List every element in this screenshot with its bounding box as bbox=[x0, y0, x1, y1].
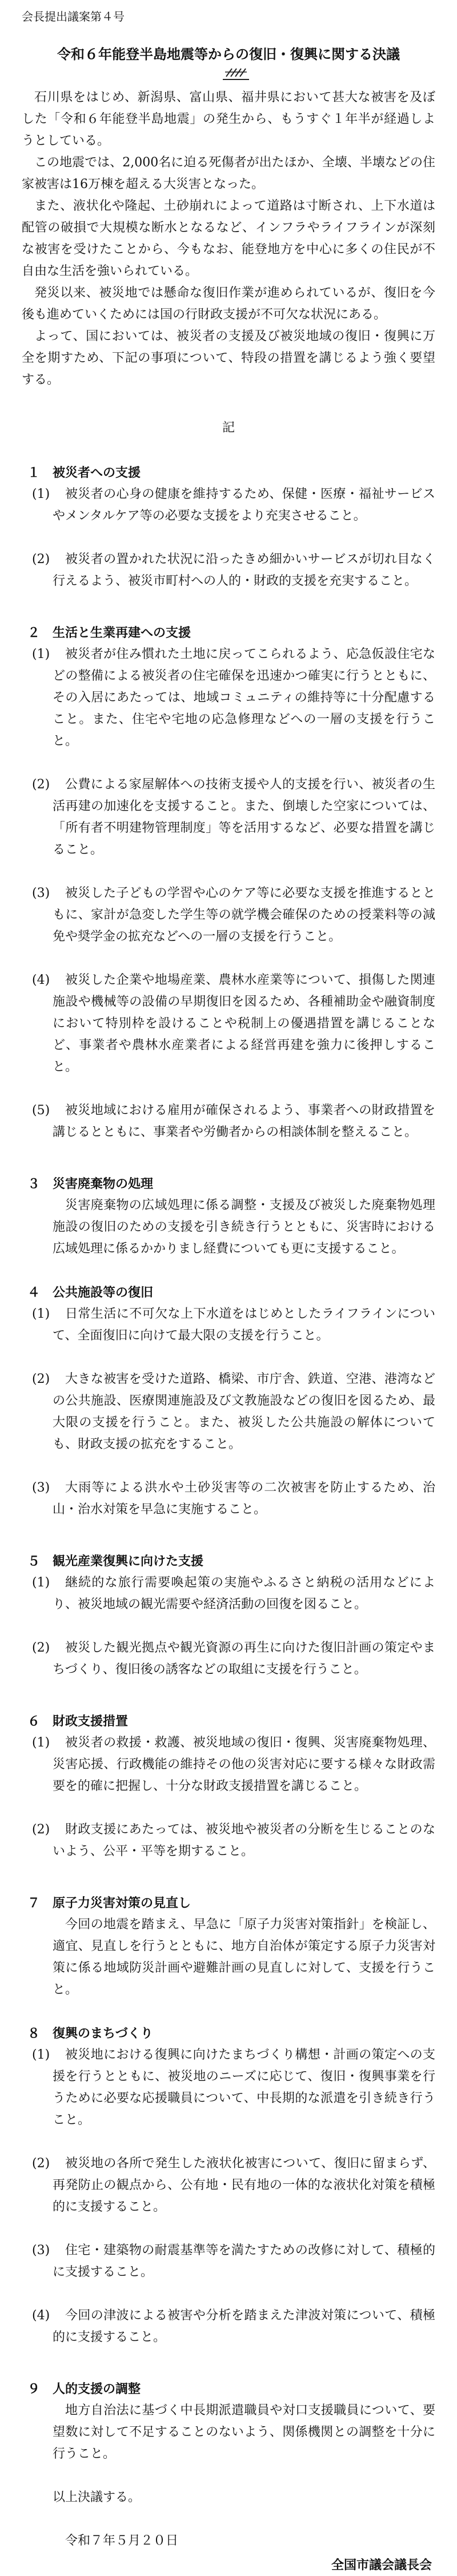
list-item: (1) 継続的な旅行需要喚起策の実施やふるさと納税の活用などにより、被災地域の観光需要や経済活動の回復を図ること。 bbox=[32, 1576, 435, 1612]
section-heading: ３ 災害廃棄物の処理 bbox=[27, 1177, 154, 1191]
intro-paragraph: 発災以来、被災地では懸命な復旧作業が進められているが、復旧を今後も進めていくためには国の行財政支援が不可欠な状況にある。 bbox=[22, 286, 435, 322]
closing-statement: 以上決議する。 bbox=[53, 2490, 141, 2505]
section-heading: ６ 財政支援措置 bbox=[27, 1714, 129, 1729]
list-item: (4) 被災した企業や地場産業、農林水産業等について、損傷した関連施設や機械等の設備の早期復旧を図るため、各種補助金や融資制度において特別枠を設けることや税制上の優遇措置を講じることなど、事業者や農林水産業者による経営再建を強力に後押しすること。 bbox=[32, 973, 435, 1074]
intro-paragraph: 石川県をはじめ、新潟県、富山県、福井県において甚大な被害を及ぼした「令和６年能登半島地震」の発生から、もうすぐ１年半が経過しようとしている。 bbox=[22, 90, 435, 148]
section-body: 地方自治法に基づく中長期派遣職員や対口支援職員について、要望数に対して不足することのないよう、関係機関との調整を十分に行うこと。 bbox=[53, 2403, 435, 2461]
section-heading: ９ 人的支援の調整 bbox=[27, 2382, 141, 2396]
stamp-mark bbox=[223, 66, 249, 80]
stamp-icon bbox=[223, 66, 249, 79]
list-item: (1) 被災者の心身の健康を維持するため、保健・医療・福祉サービスやメンタルケア等の必要な支援をより充実させること。 bbox=[32, 487, 435, 523]
list-item: (2) 公費による家屋解体への技術支援や人的支援を行い、被災者の生活再建の加速化を支援すること。また、倒壊した空家については、「所有者不明建物管理制度」等を活用するなど、必要な措置を講じること。 bbox=[32, 777, 435, 857]
section-heading: １ 被災者への支援 bbox=[27, 465, 141, 480]
intro-paragraph: よって、国においては、被災者の支援及び被災地域の復旧・復興に万全を期すため、下記の事項について、特段の措置を講じるよう強く要望する。 bbox=[22, 329, 435, 387]
list-item: (3) 大雨等による洪水や土砂災害等の二次被害を防止するため、治山・治水対策を早急に実施すること。 bbox=[32, 1481, 435, 1517]
list-item: (5) 被災地域における雇用が確保されるよう、事業者への財政措置を講じるとともに、事業者や労働者からの相談体制を整えること。 bbox=[32, 1103, 435, 1139]
intro-section bbox=[22, 87, 435, 391]
section-heading: ７ 原子力災害対策の見直し bbox=[27, 1896, 191, 1911]
list-item: (2) 被災者の置かれた状況に沿ったきめ細かいサービスが切れ目なく行えるよう、被災市町村への人的・財政的支援を充実すること。 bbox=[32, 552, 435, 588]
list-item: (1) 被災地における復興に向けたまちづくり構想・計画の策定への支援を行うとともに、被災地のニーズに応じて、復旧・復興事業を行うために必要な応援職員について、中長期的な派遣を引き続き行うこと。 bbox=[32, 2048, 435, 2127]
list-item: (4) 今回の津波による被害や分析を踏まえた津波対策について、積極的に支援すること。 bbox=[32, 2308, 435, 2344]
list-item: (1) 日常生活に不可欠な上下水道をはじめとしたライフラインについて、全面復旧に向けて最大限の支援を行うこと。 bbox=[32, 1307, 435, 1343]
intro-paragraph: また、液状化や隆起、土砂崩れによって道路は寸断され、上下水道は配管の破損で大規模な断水となるなど、インフラやライフラインが深刻な被害を受けたことから、今もなお、能登地方を中心に多くの住民が不自由な生活を強いられている。 bbox=[22, 199, 435, 278]
section-body: 災害廃棄物の広域処理に係る調整・支援及び被災した廃棄物処理施設の復旧のための支援を引き続き行うとともに、災害時における広域処理に係るかかりまし経費についても更に支援すること。 bbox=[53, 1198, 435, 1256]
resolution-date: 令和７年５月２０日 bbox=[65, 2534, 179, 2548]
section-heading: ２ 生活と生業再建への支援 bbox=[27, 625, 191, 640]
section-heading: ５ 観光産業復興に向けた支援 bbox=[27, 1554, 204, 1569]
section-heading: ４ 公共施設等の復旧 bbox=[27, 1285, 154, 1300]
list-item: (1) 被災者が住み慣れた土地に戻ってこられるよう、応急仮設住宅などの整備による被災者の住宅確保を迅速かつ確実に行うとともに、その入居にあたっては、地域コミュニティの維持等に十分配慮すること。また、住宅や宅地の応急修理などへの一層の支援を行うこと。 bbox=[32, 647, 435, 748]
section-body: 今回の地震を踏まえ、早急に「原子力災害対策指針」を検証し、適宜、見直しを行うとともに、地方自治体が策定する原子力災害対策に係る地域防災計画や避難計画の見直しに対して、支援を行うこと。 bbox=[53, 1917, 435, 1997]
list-item: (2) 被災地の各所で発生した液状化被害について、復旧に留まらず、再発防止の観点から、公有地・民有地の一体的な液状化対策を積極的に支援すること。 bbox=[32, 2156, 435, 2214]
list-item: (3) 被災した子どもの学習や心のケア等に必要な支援を推進するとともに、家計が急変した学生等の就学機会確保のための授業料等の減免や奨学金の拡充などへの一層の支援を行うこと。 bbox=[32, 886, 435, 944]
list-item: (2) 財政支援にあたっては、被災地や被災者の分断を生じることのないよう、公平・平等を期すること。 bbox=[32, 1823, 435, 1859]
organization-name: 全国市議会議長会 bbox=[331, 2558, 432, 2573]
list-item: (2) 被災した観光拠点や観光資源の再生に向けた復旧計画の策定やまちづくり、復旧後の誘客などの取組に支援を行うこと。 bbox=[32, 1641, 435, 1677]
list-item: (3) 住宅・建築物の耐震基準等を満たすための改修に対して、積極的に支援すること。 bbox=[32, 2243, 435, 2279]
list-item: (2) 大きな被害を受けた道路、橋梁、市庁舎、鉄道、空港、港湾などの公共施設、医療関連施設及び文教施設などの復旧を図るため、最大限の支援を行うこと。また、被災した公共施設の解体についても、財政支援の拡充をすること。 bbox=[32, 1372, 435, 1452]
ki-heading: 記 bbox=[222, 421, 235, 435]
list-item: (1) 被災者の救援・救護、被災地域の復旧・復興、災害廃棄物処理、災害応援、行政機能の維持その他の災害対応に要する様々な財政需要を的確に把握し、十分な財政支援措置を講じること。 bbox=[32, 1736, 435, 1793]
intro-paragraph: この地震では、2,000名に迫る死傷者が出たほか、全壊、半壊などの住家被害は16万棟を超える大災害となった。 bbox=[22, 155, 435, 192]
section-heading: ８ 復興のまちづくり bbox=[27, 2026, 153, 2041]
document-number: 会長提出議案第４号 bbox=[22, 10, 125, 23]
document-title: 令和６年能登半島地震等からの復旧・復興に関する決議 bbox=[57, 46, 400, 62]
